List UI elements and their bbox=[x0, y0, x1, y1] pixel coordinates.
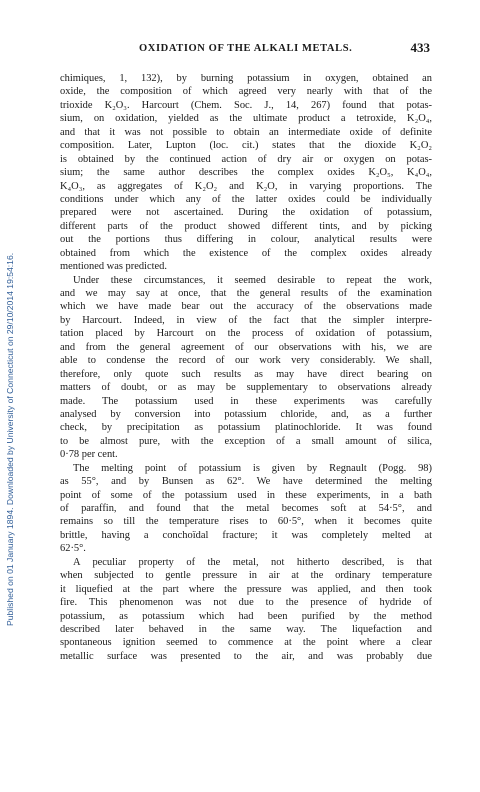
text-line: tation placed by Harcourt on the process of oxidation of potassium, bbox=[60, 328, 432, 340]
page-number: 433 bbox=[410, 40, 430, 55]
text-line: A peculiar property of the metal, not hitherto described, is that bbox=[73, 556, 432, 568]
text-line: of paraffin, and found that the metal becomes soft at 54·5°, and bbox=[60, 503, 432, 514]
text-line: point of some of the potassium used in these experiments, in a bath bbox=[60, 489, 432, 501]
text-line: fire. This phenomenon was not due to the presence of hydride of bbox=[60, 597, 432, 609]
text-line: therefore, only quote such results as may have direct bearing on bbox=[60, 368, 432, 380]
text-line: able to condense the record of our work very considerably. We shall, bbox=[60, 355, 432, 367]
download-watermark-text: Published on 01 January 1894. Downloaded by University of Connecticut on 29/10/2014 19:54:16. bbox=[5, 252, 15, 626]
text-line: mentioned was predicted. bbox=[60, 261, 167, 273]
text-line: brittle, having a conchoïdal fracture; it was completely melted at bbox=[60, 529, 432, 541]
text-line: remains so till the temperature rises to 60·5°, when it becomes quite bbox=[60, 516, 432, 528]
text-line: check, by precipitation as potassium platinochloride. It was found bbox=[60, 422, 432, 434]
text-line: chimiques, 1, 132), by burning potassium in oxygen, obtained an bbox=[60, 73, 432, 84]
download-watermark bbox=[3, 78, 15, 626]
text-line: and we may say at once, that the general results of the examination bbox=[60, 288, 432, 299]
text-line: it liquefied at the part where the pressure was applied, and then took bbox=[60, 583, 432, 595]
text-line: analysed by conversion into potassium chloride, and, as a further bbox=[60, 408, 432, 420]
text-line: prepared were not ascertained. During the oxidation of potassium, bbox=[60, 207, 432, 219]
text-line: 0·78 per cent. bbox=[60, 449, 118, 461]
text-line: to be almost pure, with the exception of a small amount of silica, bbox=[60, 435, 432, 447]
text-line: different parts of the product showed different tints, and by picking bbox=[60, 220, 432, 232]
page-header bbox=[60, 42, 430, 58]
text-line: which we have made bear out the accuracy of the observations made bbox=[60, 301, 432, 313]
text-line: potassium, as potassium which had been purified by the method bbox=[60, 610, 432, 622]
text-line: made. The potassium used in these experiments was carefully bbox=[60, 395, 432, 407]
text-line: when subjected to gentle pressure in air at the ordinary temperature bbox=[60, 570, 432, 582]
text-line: metallic surface was presented to the air, and was probably due bbox=[60, 650, 432, 662]
text-line: and from the general agreement of our observations with his, we are bbox=[60, 341, 432, 353]
text-line: sium; the same author describes the complex oxides K₂O₅, K₄O₄, bbox=[60, 167, 432, 179]
text-line: K₄O₃, as aggregates of K₂O₂ and K₂O, in varying proportions. The bbox=[60, 180, 432, 192]
text-line: is obtained by the continued action of dry air or oxygen on potas- bbox=[60, 153, 432, 165]
text-line: as 55°, and by Bunsen as 62°. We have determined the melting bbox=[60, 476, 432, 488]
text-line: obtained from which the existence of the complex oxides already bbox=[60, 247, 432, 259]
text-line: trioxide K₂O₃. Harcourt (Chem. Soc. J., 14, 267) found that potas- bbox=[60, 99, 432, 111]
text-line: 62·5°. bbox=[60, 543, 86, 555]
text-line: The melting point of potassium is given by Regnault (Pogg. 98) bbox=[73, 462, 432, 474]
text-line: composition. Later, Lupton (loc. cit.) states that the dioxide K₂O₂ bbox=[60, 140, 432, 152]
text-line: and that it was not possible to obtain an intermediate oxide of definite bbox=[60, 126, 432, 138]
body-text bbox=[60, 72, 432, 663]
text-line: by Harcourt. Indeed, in view of the fact that the simpler interpre- bbox=[60, 314, 432, 326]
text-line: out the portions thus differing in colour, analytical results were bbox=[60, 234, 432, 246]
running-head: OXIDATION OF THE ALKALI METALS. bbox=[139, 43, 353, 54]
text-line: Under these circumstances, it seemed desirable to repeat the work, bbox=[73, 274, 432, 286]
text-line: spontaneous ignition seemed to commence at the point where a clear bbox=[60, 637, 432, 649]
text-line: sium, on oxidation, yielded as the ultimate product a tetroxide, K₂O₄, bbox=[60, 113, 432, 125]
text-line: conditions under which any of the latter oxides could be individually bbox=[60, 193, 432, 205]
text-line: oxide, the composition of which agreed very nearly with that of the bbox=[60, 86, 432, 98]
text-line: described later behaved in the same way. The liquefaction and bbox=[60, 623, 432, 635]
text-line: matters of doubt, or as may be supplementary to observations already bbox=[60, 382, 432, 394]
